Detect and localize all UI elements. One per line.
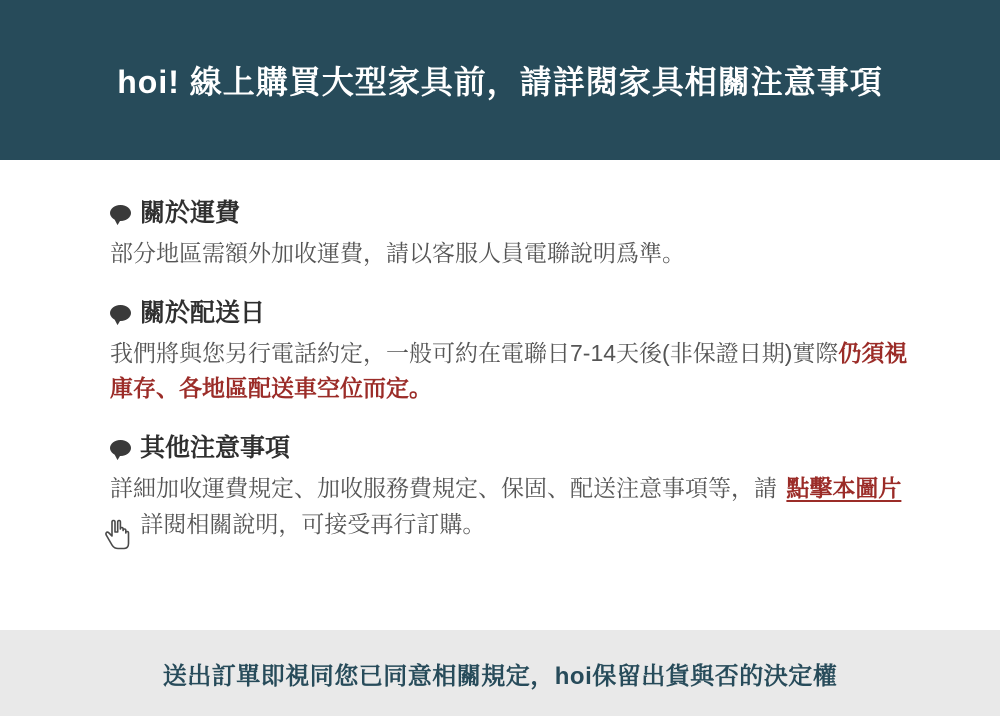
section-title: 關於配送日 bbox=[140, 298, 266, 327]
section-body-emphasis: 仍須視庫存、各地區配送車空位而定。 bbox=[110, 339, 908, 402]
notice-section-other bbox=[0, 433, 1000, 552]
section-title: 關於運費 bbox=[140, 199, 241, 227]
section-body-text: 詳細加收運費規定、加收服務費規定、保固、配送注意事項等，請 bbox=[110, 474, 784, 501]
header-banner bbox=[0, 0, 1000, 160]
footer-banner bbox=[0, 630, 1000, 716]
hand-pointer-icon bbox=[104, 518, 134, 552]
notice-section-delivery-date bbox=[0, 298, 1000, 407]
section-heading bbox=[110, 433, 920, 463]
section-heading bbox=[110, 298, 920, 328]
speech-bubble-icon bbox=[110, 440, 131, 456]
section-heading bbox=[110, 198, 920, 228]
section-body bbox=[110, 471, 920, 552]
section-body-text: 我們將與您另行電話約定，一般可約在電聯日7-14天後(非保證日期)實際 bbox=[110, 339, 839, 366]
section-body-text: 部分地區需額外加收運費，請以客服人員電聯說明爲準。 bbox=[110, 240, 685, 266]
speech-bubble-icon bbox=[110, 305, 131, 321]
click-image-link[interactable]: 點擊本圖片 bbox=[786, 474, 902, 501]
section-title: 其他注意事項 bbox=[140, 433, 291, 462]
section-body-text-tail: 詳閱相關說明，可接受再行訂購。 bbox=[134, 510, 486, 537]
page-title: hoi! 線上購買大型家具前，請詳閱家具相關注意事項 bbox=[117, 64, 883, 100]
section-body bbox=[110, 336, 920, 407]
section-body bbox=[110, 236, 920, 272]
footer-text: 送出訂單即視同您已同意相關規定，hoi保留出貨與否的決定權 bbox=[162, 662, 838, 690]
notice-content bbox=[0, 160, 1000, 630]
notice-section-shipping-fee bbox=[0, 198, 1000, 272]
speech-bubble-icon bbox=[110, 205, 131, 221]
